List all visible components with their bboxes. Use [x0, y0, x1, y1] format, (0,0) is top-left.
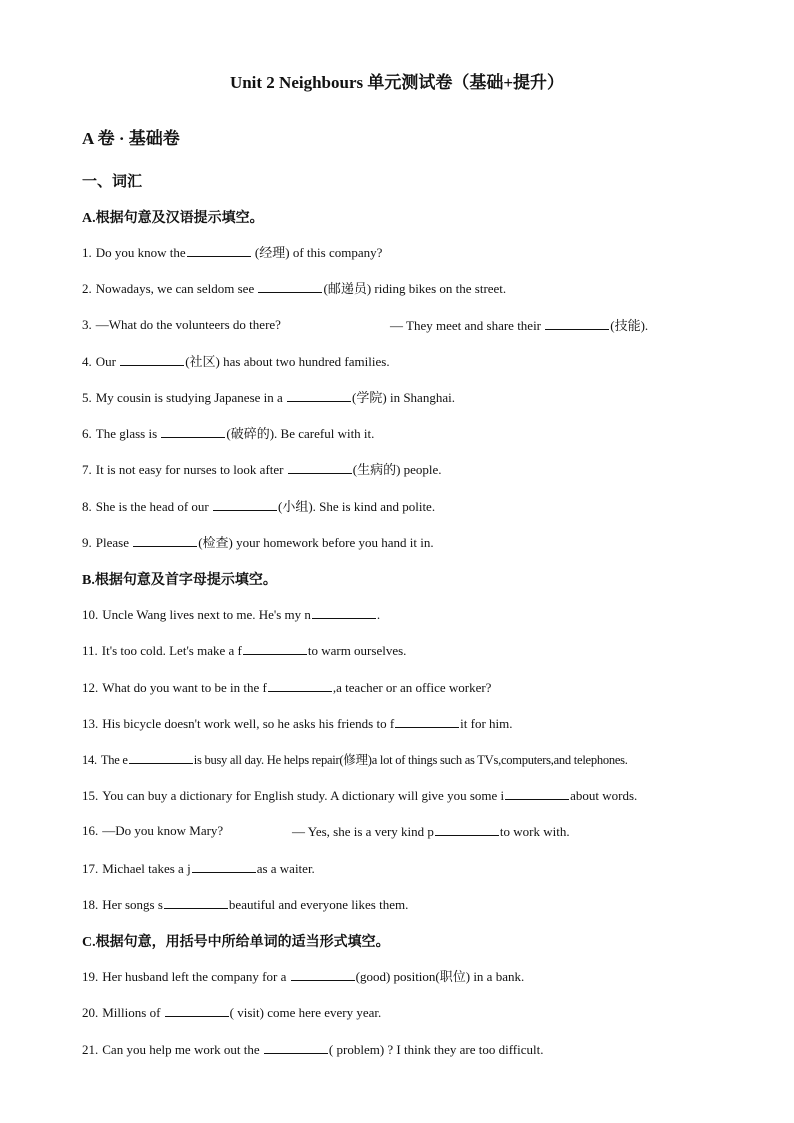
question-8: 8. She is the head of our (小组). She is kind and polite.: [82, 499, 436, 514]
answer-blank[interactable]: [187, 244, 251, 257]
question-17: 17. Michael takes a j as a waiter.: [82, 861, 315, 876]
question-4: 4. Our (社区) has about two hundred families.: [82, 354, 390, 369]
question-12: 12. What do you want to be in the f ,a teacher or an office worker?: [82, 680, 492, 695]
question-19: 19. Her husband left the company for a (good) position(职位) in a bank.: [82, 969, 525, 984]
vocab-section-heading: 一、词汇: [82, 174, 143, 190]
page-title: Unit 2 Neighbours 单元测试卷（基础+提升）: [229, 73, 565, 92]
question-20: 20. Millions of ( visit) come here every year.: [82, 1005, 382, 1020]
answer-blank[interactable]: [545, 317, 609, 330]
question-9: 9. Please (检查) your homework before you hand it in.: [82, 535, 434, 550]
answer-blank[interactable]: [120, 353, 184, 366]
answer-blank[interactable]: [264, 1041, 328, 1054]
answer-blank[interactable]: [287, 389, 351, 402]
answer-blank[interactable]: [129, 751, 193, 764]
question-10: 10. Uncle Wang lives next to me. He's my n .: [82, 607, 381, 622]
answer-blank[interactable]: [505, 787, 569, 800]
answer-blank[interactable]: [435, 823, 499, 836]
question-7: 7. It is not easy for nurses to look after (生病的) people.: [82, 462, 442, 477]
answer-blank[interactable]: [161, 425, 225, 438]
answer-blank[interactable]: [258, 280, 322, 293]
answer-blank[interactable]: [192, 860, 256, 873]
part-b-heading: B.根据句意及首字母提示填空。: [82, 573, 277, 588]
question-16: 16. —Do you know Mary? — Yes, she is a very kind p to work with.: [82, 823, 570, 839]
question-1: 1. Do you know the (经理) of this company?: [82, 245, 383, 260]
answer-blank[interactable]: [213, 498, 277, 511]
question-2: 2. Nowadays, we can seldom see (邮递员) riding bikes on the street.: [82, 281, 507, 296]
question-3: 3. —What do the volunteers do there? — They meet and share their (技能).: [82, 317, 649, 333]
question-18: 18. Her songs s beautiful and everyone likes them.: [82, 897, 409, 912]
question-6: 6. The glass is (破碎的). Be careful with it.: [82, 426, 375, 441]
answer-blank[interactable]: [395, 715, 459, 728]
answer-blank[interactable]: [133, 534, 197, 547]
answer-blank[interactable]: [288, 461, 352, 474]
question-21: 21. Can you help me work out the ( problem) ? I think they are too difficult.: [82, 1042, 544, 1057]
answer-blank[interactable]: [165, 1004, 229, 1017]
answer-blank[interactable]: [164, 896, 228, 909]
question-15: 15. You can buy a dictionary for English study. A dictionary will give you some i about words.: [82, 788, 638, 803]
part-a-heading: A.根据句意及汉语提示填空。: [82, 211, 264, 226]
answer-blank[interactable]: [243, 642, 307, 655]
part-c-heading: C.根据句意，用括号中所给单词的适当形式填空。: [82, 935, 390, 950]
question-5: 5. My cousin is studying Japanese in a (学院) in Shanghai.: [82, 390, 455, 405]
question-13: 13. His bicycle doesn't work well, so he asks his friends to f it for him.: [82, 716, 513, 731]
answer-blank[interactable]: [268, 679, 332, 692]
answer-blank[interactable]: [312, 606, 376, 619]
question-14: 14. The e is busy all day. He helps repair(修理)a lot of things such as TVs,computers,and telephones.: [82, 753, 628, 767]
answer-blank[interactable]: [291, 968, 355, 981]
question-11: 11. It's too cold. Let's make a f to warm ourselves.: [82, 643, 407, 658]
section-a-heading: A 卷 · 基础卷: [82, 129, 180, 148]
